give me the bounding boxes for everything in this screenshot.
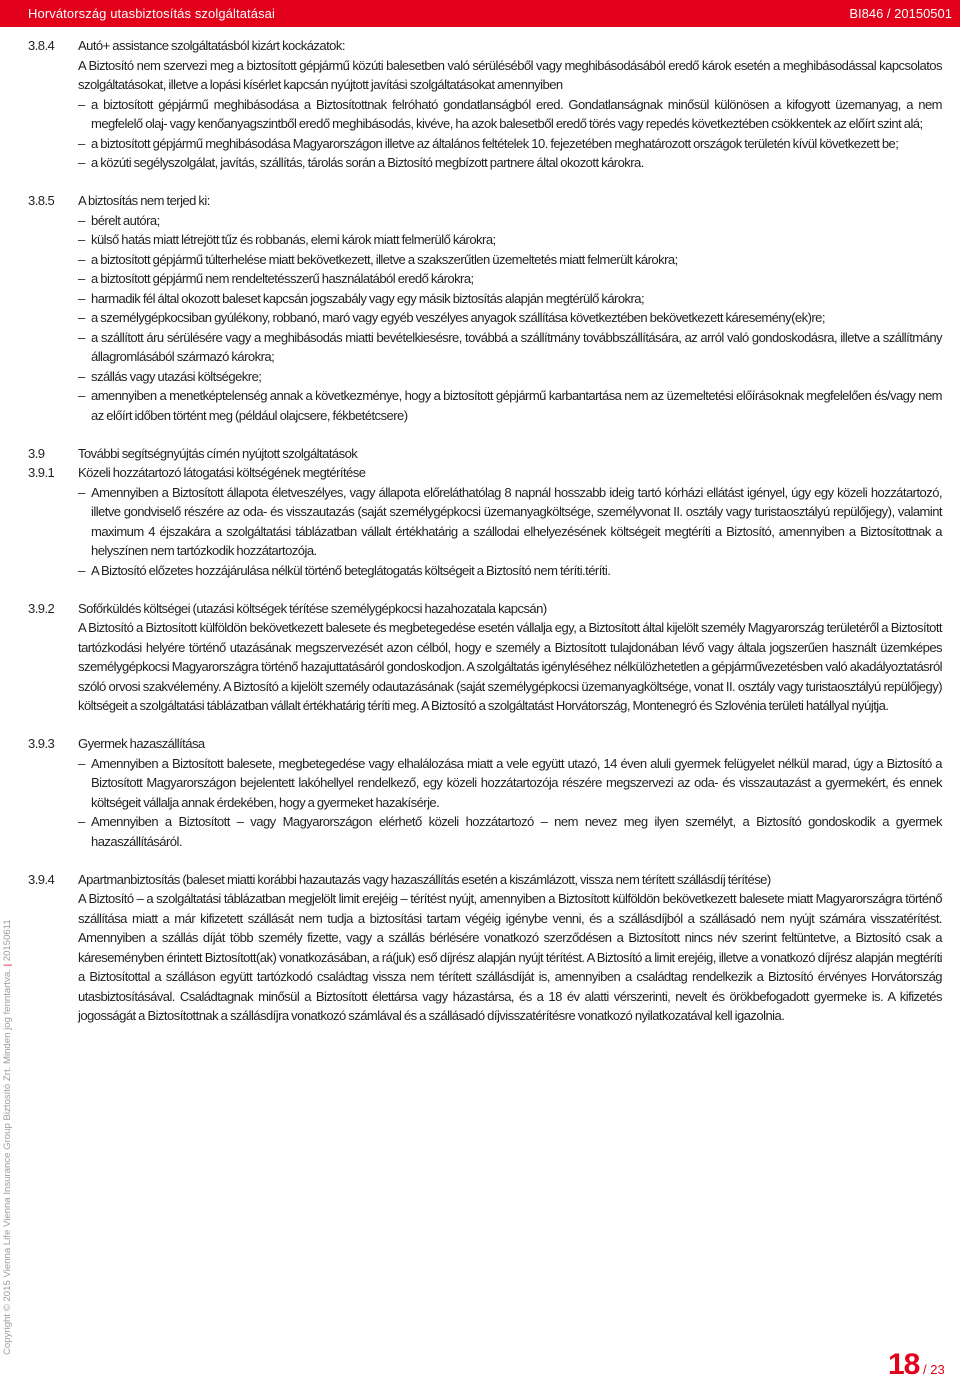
section-title: Közeli hozzátartozó látogatási költségének megtérítése xyxy=(78,465,366,480)
page-total: 23 xyxy=(930,1362,945,1377)
list-item xyxy=(78,754,942,813)
section-number: 3.9.4 xyxy=(28,871,55,887)
section xyxy=(28,36,942,173)
section xyxy=(28,191,942,425)
dash-bullet-icon: – xyxy=(78,562,85,578)
section-number: 3.8.5 xyxy=(28,193,55,208)
list-item-text: szállás vagy utazási költségekre; xyxy=(91,368,262,384)
list-item-text: a biztosított gépjármű meghibásodása Magyarországon illetve az általános feltételek 10. fejezetében meghatározott országok területén kívül következett be; xyxy=(91,135,899,151)
copyright-code: 20150611 xyxy=(2,919,13,962)
section xyxy=(28,444,942,464)
page-separator: / xyxy=(923,1362,927,1377)
dash-bullet-icon: – xyxy=(78,310,85,325)
section-title: A biztosítás nem terjed ki: xyxy=(78,193,210,208)
dash-bullet-icon: – xyxy=(78,232,85,247)
list-item-text: külső hatás miatt létrejött tűz és robbanás, elemi károk miatt felmerülő károkra; xyxy=(91,232,496,247)
side-copyright xyxy=(2,919,13,1355)
list-item-text: Amennyiben a Biztosított balesete, megbetegedése vagy elhalálozása miatt a vele együtt utazó, 14 éven aluli gyermek felügyelet nélkül marad, úgy a Biztosító a Biztosított Magyarországon bejelentett lakóhellyel rendelkező, egy közeli hozzátartozója részére megszervezi az oda- és visszautazást a gyermekért, és ennek költségeit vállalja annak érdekében, hogy a gyermeket hazakísérje. xyxy=(91,755,942,810)
list-item xyxy=(78,95,942,134)
dash-bullet-icon: – xyxy=(78,368,85,384)
section-number: 3.9 xyxy=(28,445,45,461)
list-item xyxy=(78,561,942,581)
list-item-text: harmadik fél által okozott baleset kapcsán jogszabály vagy egy másik biztosítás alapján megtérülő károkra; xyxy=(91,290,645,306)
dash-bullet-icon: – xyxy=(78,388,85,403)
dash-bullet-icon: – xyxy=(78,96,85,112)
header-title: Horvátország utasbiztosítás szolgáltatásai xyxy=(28,6,275,21)
list-item xyxy=(78,483,942,561)
list-item xyxy=(78,308,942,328)
list-item xyxy=(78,812,942,851)
list-item-text: a biztosított gépjármű túlterhelése miatt bekövetkezett, illetve a szakszerűtlen üzemeltetés miatt felmerült károkra; xyxy=(91,251,678,267)
section-title: Gyermek hazaszállítása xyxy=(78,736,205,751)
list-item xyxy=(78,289,942,309)
section xyxy=(28,599,942,716)
section xyxy=(28,734,942,851)
document-body xyxy=(28,36,942,1026)
dash-bullet-icon: – xyxy=(78,814,85,829)
section-number: 3.9.3 xyxy=(28,736,55,751)
section-number: 3.8.4 xyxy=(28,38,55,53)
section xyxy=(28,463,942,580)
dash-bullet-icon: – xyxy=(78,155,85,170)
section-title: Sofőrküldés költségei (utazási költségek térítése személygépkocsi hazahozatala kapcsán) xyxy=(78,600,547,616)
section-title: További segítségnyújtás címén nyújtott szolgáltatások xyxy=(78,445,358,461)
list-item xyxy=(78,134,942,154)
list-item-text: bérelt autóra; xyxy=(91,212,160,228)
list-item-text: a biztosított gépjármű nem rendeltetésszerű használatából eredő károkra; xyxy=(91,271,474,286)
list-item-text: a személygépkocsiban gyúlékony, robbanó, maró vagy egyéb veszélyes anyagok szállítása következtében bekövetkezett káresemény(ek)re; xyxy=(91,310,825,325)
list-item-text: a közúti segélyszolgálat, javítás, szállítás, tárolás során a Biztosító megbízott partnere által okozott károkra. xyxy=(91,155,644,170)
list-item-text: a biztosított gépjármű meghibásodása a Biztosítottnak felróható gondatlanságból ered. Gondatlanságnak minősül különösen a kifogyott üzemanyag, a nem megfelelő olaj- vagy kenőanyagszintből eredő meghibásodás, kivéve, ha azok balesetből eredő törés vagy repedés következtében csökkentek az előírt szint alá; xyxy=(91,96,942,131)
section-paragraph: A Biztosító – a szolgáltatási táblázatban megjelölt limit erejéig – térítést nyújt, amennyiben a Biztosított külföldön bekövetkezett balesete miatt Magyarországra történő szállítása miatt a már kifizetett szállását nem tudja a biztosítási tartam végéig igénybe venni, és a szállásdíjból a szállásadó nem nyújt számára visszatérítést. Amennyiben a szállás díját több személy fizette, vagy a szállás bérlésére vonatkozó szerződésen a Biztosított nincs név szerint feltüntetve, a Biztosító csak a káreseményben érintett Biztosított(ak) vonatkozásában, a rá(juk) eső díjrész alapján nyújt térítést. A Biztosító a limit erejéig, illetve a vonatkozó díjrész alapján megtéríti a Biztosítottal a szálláson együtt tartózkodó családtag vissza nem térített szállásdíját is, amennyiben a családtag rendelkezik a Biztosító érvényes Horvátország utasbiztosításával. Családtagnak minősül a Biztosított élettársa vagy házastársa, és a 18 év alatti vérszerinti, nevelt és örökbefogadott gyermeke is. A kifizetés jogosságát a Biztosítottnak a szállásdíjra vonatkozó számlával és a szállásadó díjvisszatérítésre vonatkozó nyilatkozatával kell igazolnia. xyxy=(78,891,942,1023)
list-item-text: A Biztosító előzetes hozzájárulása nélkül történő beteglátogatás költségeit a Biztosító nem téríti.téríti. xyxy=(91,562,611,578)
section-title: Autó+ assistance szolgáltatásból kizárt kockázatok: xyxy=(78,38,345,53)
list-item xyxy=(78,153,942,173)
section xyxy=(28,870,942,1026)
list-item xyxy=(78,367,942,387)
copyright-separator: | xyxy=(2,963,13,967)
list-item-text: Amennyiben a Biztosított állapota életveszélyes, vagy állapota előreláthatólag 8 napnál hosszabb ideig tartó kórházi ellátást igényel, úgy egy közeli hozzátartozó, illetve gondviselő részére az oda- és visszautazás (saját személygépkocsi üzemanyagköltsége, személyvonat II. osztály vagy turistaosztályú repülőjegy), valamint maximum 4 éjszakára a szolgáltatási táblázatban vállalt értékhatárig a szállodai elhelyezésének költségeit megtéríti a Biztosító, amennyiben a Biztosítottnak a helyszínen nem tartózkodik hozzátartozója. xyxy=(91,484,942,558)
dash-bullet-icon: – xyxy=(78,484,85,500)
list-item xyxy=(78,269,942,289)
list-item xyxy=(78,211,942,231)
list-item xyxy=(78,328,942,367)
dash-bullet-icon: – xyxy=(78,290,85,306)
list-item-text: a szállított áru sérülésére vagy a meghibásodás miatti bevételkiesésre, továbbá a szállítmány továbbszállítására, az arról való gondoskodásra, illetve a szállítmány állagromlásából származó károkra; xyxy=(91,329,942,364)
list-item xyxy=(78,250,942,270)
page-number xyxy=(888,1348,945,1382)
section-number: 3.9.2 xyxy=(28,600,55,616)
section-paragraph: A Biztosító nem szervezi meg a biztosított gépjármű közúti balesetben való sérüléséből vagy meghibásodásából eredő károk esetén a meghibásodással kapcsolatos szolgáltatásokat, illetve a lopási kísérlet kapcsán nyújtott javítási szolgáltatásokat amennyiben xyxy=(78,57,942,92)
dash-bullet-icon: – xyxy=(78,271,85,286)
list-item-text: amennyiben a menetképtelenség annak a következménye, hogy a biztosított gépjármű karbantartása nem az üzemeltetési előírásoknak megfelelően és/vagy nem az előírt időben történt meg (például olajcsere, fékbetétcsere) xyxy=(91,388,942,423)
list-item-text: Amennyiben a Biztosított – vagy Magyarországon elérhető közeli hozzátartozó – nem nevez meg ilyen személyt, a Biztosító gondoskodik a gyermek hazaszállításáról. xyxy=(91,814,942,849)
section-number: 3.9.1 xyxy=(28,465,55,480)
page-current: 18 xyxy=(888,1348,920,1381)
dash-bullet-icon: – xyxy=(78,755,85,771)
dash-bullet-icon: – xyxy=(78,251,85,267)
copyright-text: Copyright © 2015 Vienna Life Vienna Insurance Group Biztosító Zrt. Minden jog fenntartva. xyxy=(2,969,13,1355)
section-title: Apartmanbiztosítás (baleset miatti korábbi hazautazás vagy hazaszállítás esetén a kiszámlázott, vissza nem térített szállásdíj térítése) xyxy=(78,871,771,887)
document-code: BI846 / 20150501 xyxy=(849,6,952,21)
dash-bullet-icon: – xyxy=(78,212,85,228)
list-item xyxy=(78,386,942,425)
dash-bullet-icon: – xyxy=(78,329,85,345)
dash-bullet-icon: – xyxy=(78,135,85,151)
section-paragraph: A Biztosító a Biztosított külföldön bekövetkezett balesete és megbetegedése esetén vállalja egy, a Biztosított által kijelölt személy Magyarország területéről a Biztosított tartózkodási helyére történő utazásának megszervezését azon célból, hogy e személy a Biztosított tulajdonában lévő vagy általa jogszerűen használt üzemképes személygépkocsi Magyarországra történő hazajuttatásáról gondoskodjon. A szolgáltatás igényléséhez nélkülözhetetlen a gépjárművezetésben való akadályoztatásról szóló orvosi szakvélemény. A Biztosító a kijelölt személy odautazásának (saját személygépkocsi üzemanyagköltsége, vonat II. osztály vagy turistaosztályú repülőjegy) költségeit a szolgáltatási táblázatban vállalt értékhatárig téríti meg. A Biztosító a szolgáltatást Horvátország, Montenegró és Szlovénia területi hatállyal nyújtja. xyxy=(78,620,942,713)
page-header xyxy=(0,0,960,27)
list-item xyxy=(78,230,942,250)
